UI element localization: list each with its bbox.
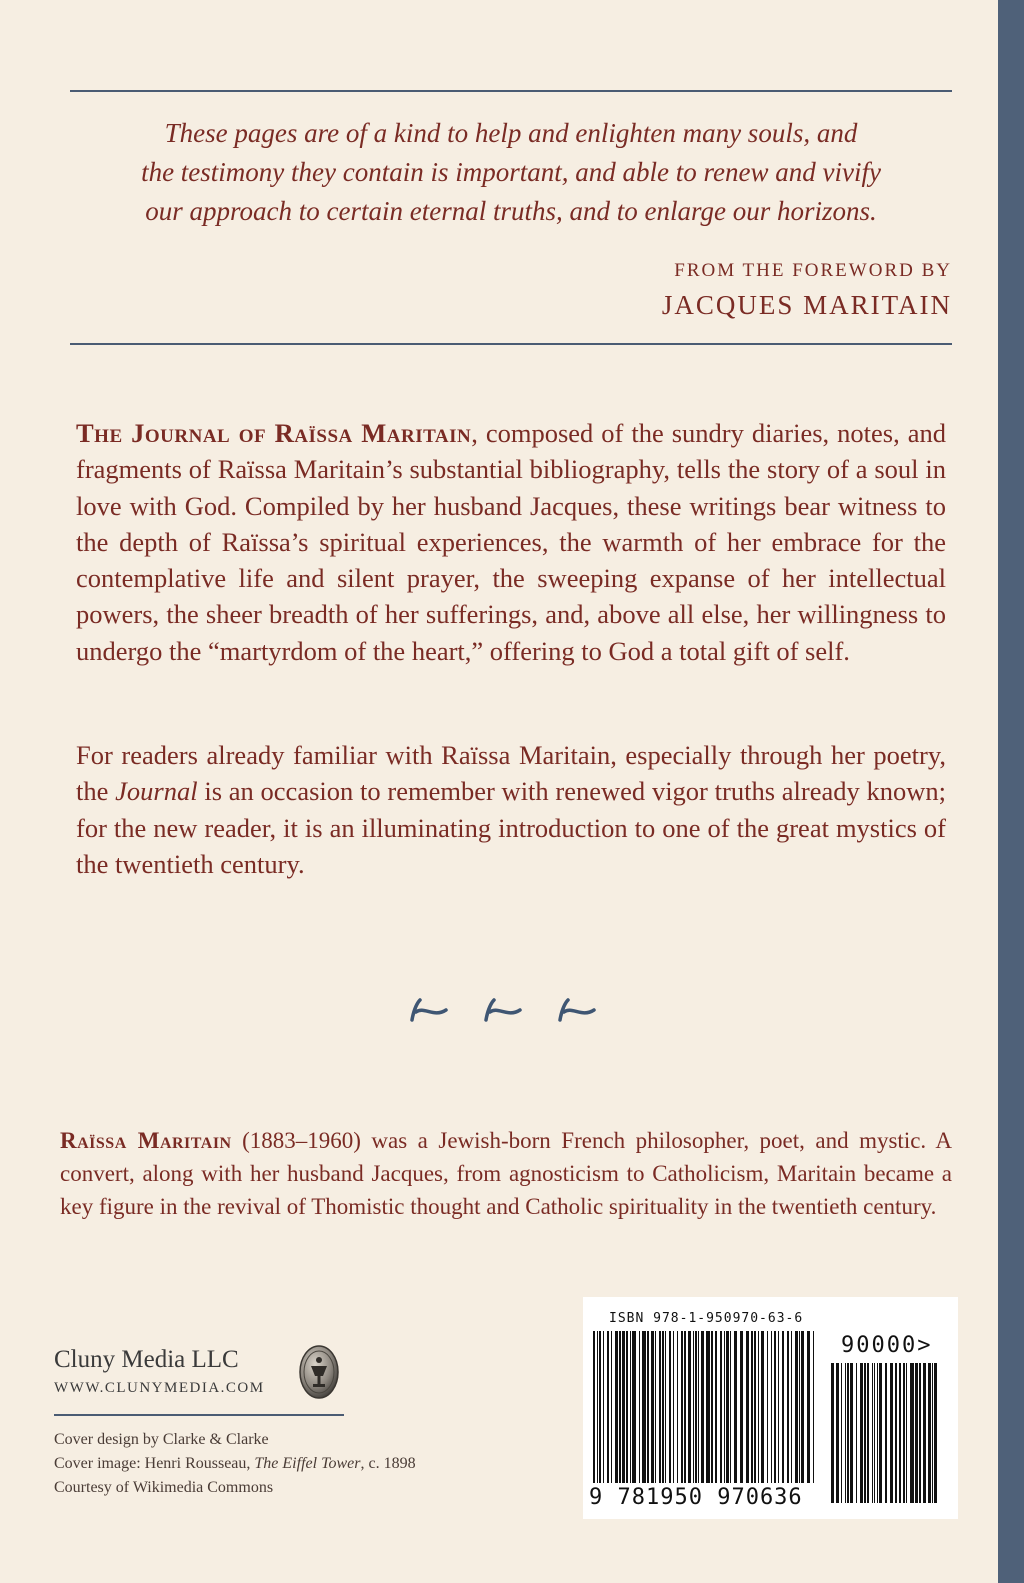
barcode-bar (787, 1331, 789, 1483)
barcode-bar (681, 1331, 683, 1483)
barcode-bar (799, 1331, 800, 1483)
barcode-bar (836, 1363, 839, 1503)
barcode-bar (778, 1331, 779, 1483)
barcode-bar (874, 1363, 875, 1503)
barcode-bar (726, 1331, 729, 1483)
barcode-bar (885, 1363, 887, 1503)
barcode-bar (642, 1331, 646, 1483)
barcode-bar (706, 1331, 710, 1483)
barcode-bar (730, 1331, 731, 1483)
author-name-smallcaps: Raïssa Maritain (60, 1128, 232, 1153)
barcode-bar (910, 1363, 914, 1503)
barcode-bar (593, 1331, 595, 1483)
barcode-bar (611, 1331, 612, 1483)
barcode-bar (622, 1331, 625, 1483)
barcode-bar (767, 1331, 768, 1483)
barcode-bar (761, 1331, 764, 1483)
barcode-bar (684, 1331, 686, 1483)
cover-credits (54, 1428, 474, 1500)
barcode-panel (583, 1297, 958, 1519)
barcode-bar (655, 1331, 656, 1483)
description-paragraph-1 (76, 415, 946, 669)
barcode-bar (850, 1363, 853, 1503)
barcode-bar (715, 1331, 717, 1483)
barcode-bar (906, 1363, 907, 1503)
paragraph-text: For readers already familiar with Raïssa Maritain, especially through her poetry, the (76, 740, 946, 807)
publisher-rule (54, 1414, 344, 1416)
barcode-bar (771, 1331, 772, 1483)
barcode-bar (734, 1331, 737, 1483)
barcode-bar (895, 1363, 897, 1503)
addon-barcode (829, 1363, 941, 1503)
barcode-bar (720, 1331, 722, 1483)
ornament-divider-icon (400, 990, 620, 1030)
top-rule (70, 90, 952, 92)
barcode-bar (662, 1331, 664, 1483)
book-title-smallcaps: The Journal of Raïssa Maritain (76, 418, 472, 448)
barcode-bar (791, 1331, 792, 1483)
barcode-bar (801, 1331, 804, 1483)
barcode-bar (607, 1331, 609, 1483)
paragraph-text: , composed of the sundry diaries, notes, and fragments of Raïssa Maritain’s substantial bibliography, tells the story of a soul in love with God. Compiled by her husband Jacques, these writings bear witness to the depth of Raïssa’s spiritual experiences, the warmth of her embrace for the contemplative life and silent prayer, the sweeping expanse of her intellectual powers, the sheer breadth of her sufferings, and, above all else, her willingness to undergo the “martyrdom of the heart,” offering to God a total gift of self. (76, 418, 946, 666)
barcode-bar (740, 1331, 743, 1483)
barcode-bar (932, 1363, 933, 1503)
barcode-bar (847, 1363, 849, 1503)
credit-image-suffix: , c. 1898 (360, 1455, 416, 1472)
ean-barcode (591, 1331, 821, 1483)
barcode-digits: 9 781950 970636 (589, 1485, 803, 1510)
barcode-bar (724, 1331, 725, 1483)
author-bio (60, 1124, 952, 1223)
journal-italic: Journal (115, 776, 198, 807)
publisher-url: WWW.CLUNYMEDIA.COM (54, 1380, 265, 1396)
foreword-quote (70, 114, 952, 231)
barcode-bar (630, 1331, 631, 1483)
credit-design: Cover design by Clarke & Clarke (54, 1431, 269, 1448)
barcode-bar (899, 1363, 901, 1503)
barcode-bar (751, 1331, 753, 1483)
barcode-bar (632, 1331, 636, 1483)
chalice-seal-icon (298, 1344, 340, 1400)
credit-courtesy: Courtesy of Wikimedia Commons (54, 1479, 274, 1496)
barcode-bar (841, 1363, 842, 1503)
barcode-bar (615, 1331, 618, 1483)
barcode-bar (695, 1331, 697, 1483)
barcode-bar (877, 1363, 878, 1503)
barcode-bar (688, 1331, 691, 1483)
barcode-bar (934, 1363, 937, 1503)
barcode-bar (864, 1363, 866, 1503)
barcode-bar (903, 1363, 905, 1503)
barcode-bar (659, 1331, 661, 1483)
barcode-bar (919, 1363, 921, 1503)
barcode-bar (693, 1331, 694, 1483)
price-code: 90000> (841, 1333, 933, 1358)
barcode-bar (754, 1331, 756, 1483)
quote-line: the testimony they contain is important, and able to renew and vivify (141, 157, 881, 187)
barcode-bar (831, 1363, 834, 1503)
barcode-bar (701, 1331, 704, 1483)
credit-image (54, 1452, 474, 1476)
barcode-bar (890, 1363, 893, 1503)
barcode-bar (698, 1331, 699, 1483)
attribution-prefix: FROM THE FOREWORD BY (674, 260, 952, 281)
barcode-bar (673, 1331, 674, 1483)
barcode-bar (599, 1331, 601, 1483)
publisher-name: Cluny Media LLC (54, 1346, 239, 1373)
barcode-bar (711, 1331, 713, 1483)
quote-line: our approach to certain eternal truths, and to enlarge our horizons. (145, 196, 877, 226)
barcode-bar (879, 1363, 882, 1503)
barcode-bar (669, 1331, 671, 1483)
barcode-bar (758, 1331, 759, 1483)
paragraph-text: is an occasion to remember with renewed vigor truths already known; for the new reader, it is an illuminating introduction to one of the great mystics of the twentieth century. (76, 776, 946, 879)
book-spine-edge (998, 0, 1024, 1583)
credit-image-prefix: Cover image: Henri Rousseau, (54, 1455, 255, 1472)
barcode-bar (619, 1331, 621, 1483)
barcode-bar (923, 1363, 926, 1503)
barcode-bar (665, 1331, 666, 1483)
quote-bottom-rule (70, 343, 952, 345)
barcode-bar (774, 1331, 776, 1483)
barcode-bar (647, 1331, 649, 1483)
barcode-bar (860, 1363, 863, 1503)
barcode-bar (651, 1331, 654, 1483)
barcode-bar (813, 1331, 814, 1483)
barcode-bar (915, 1363, 918, 1503)
barcode-bar (845, 1363, 846, 1503)
barcode-bar (626, 1331, 628, 1483)
description-paragraph-2 (76, 737, 946, 882)
bio-text: (1883–1960) was a Jewish-born French philosopher, poet, and mystic. A convert, along with her husband Jacques, from agnosticism to Catholicism, Maritain became a key figure in the revival of Thomistic thought and Catholic spirituality in the twentieth century. (60, 1128, 953, 1219)
attribution-name: JACQUES MARITAIN (661, 290, 952, 320)
barcode-bar (856, 1363, 857, 1503)
barcode-bar (746, 1331, 749, 1483)
barcode-bar (872, 1363, 873, 1503)
barcode-bar (867, 1363, 869, 1503)
barcode-bar (677, 1331, 678, 1483)
barcode-bar (597, 1331, 598, 1483)
barcode-bar (782, 1331, 784, 1483)
credit-image-title: The Eiffel Tower (254, 1455, 361, 1472)
barcode-bar (928, 1363, 931, 1503)
barcode-bar (639, 1331, 640, 1483)
barcode-bar (807, 1331, 810, 1483)
barcode-bar (795, 1331, 798, 1483)
quote-line: These pages are of a kind to help and enlighten many souls, and (164, 118, 858, 148)
isbn-label: ISBN 978-1-950970-63-6 (609, 1311, 804, 1326)
barcode-bar (603, 1331, 604, 1483)
